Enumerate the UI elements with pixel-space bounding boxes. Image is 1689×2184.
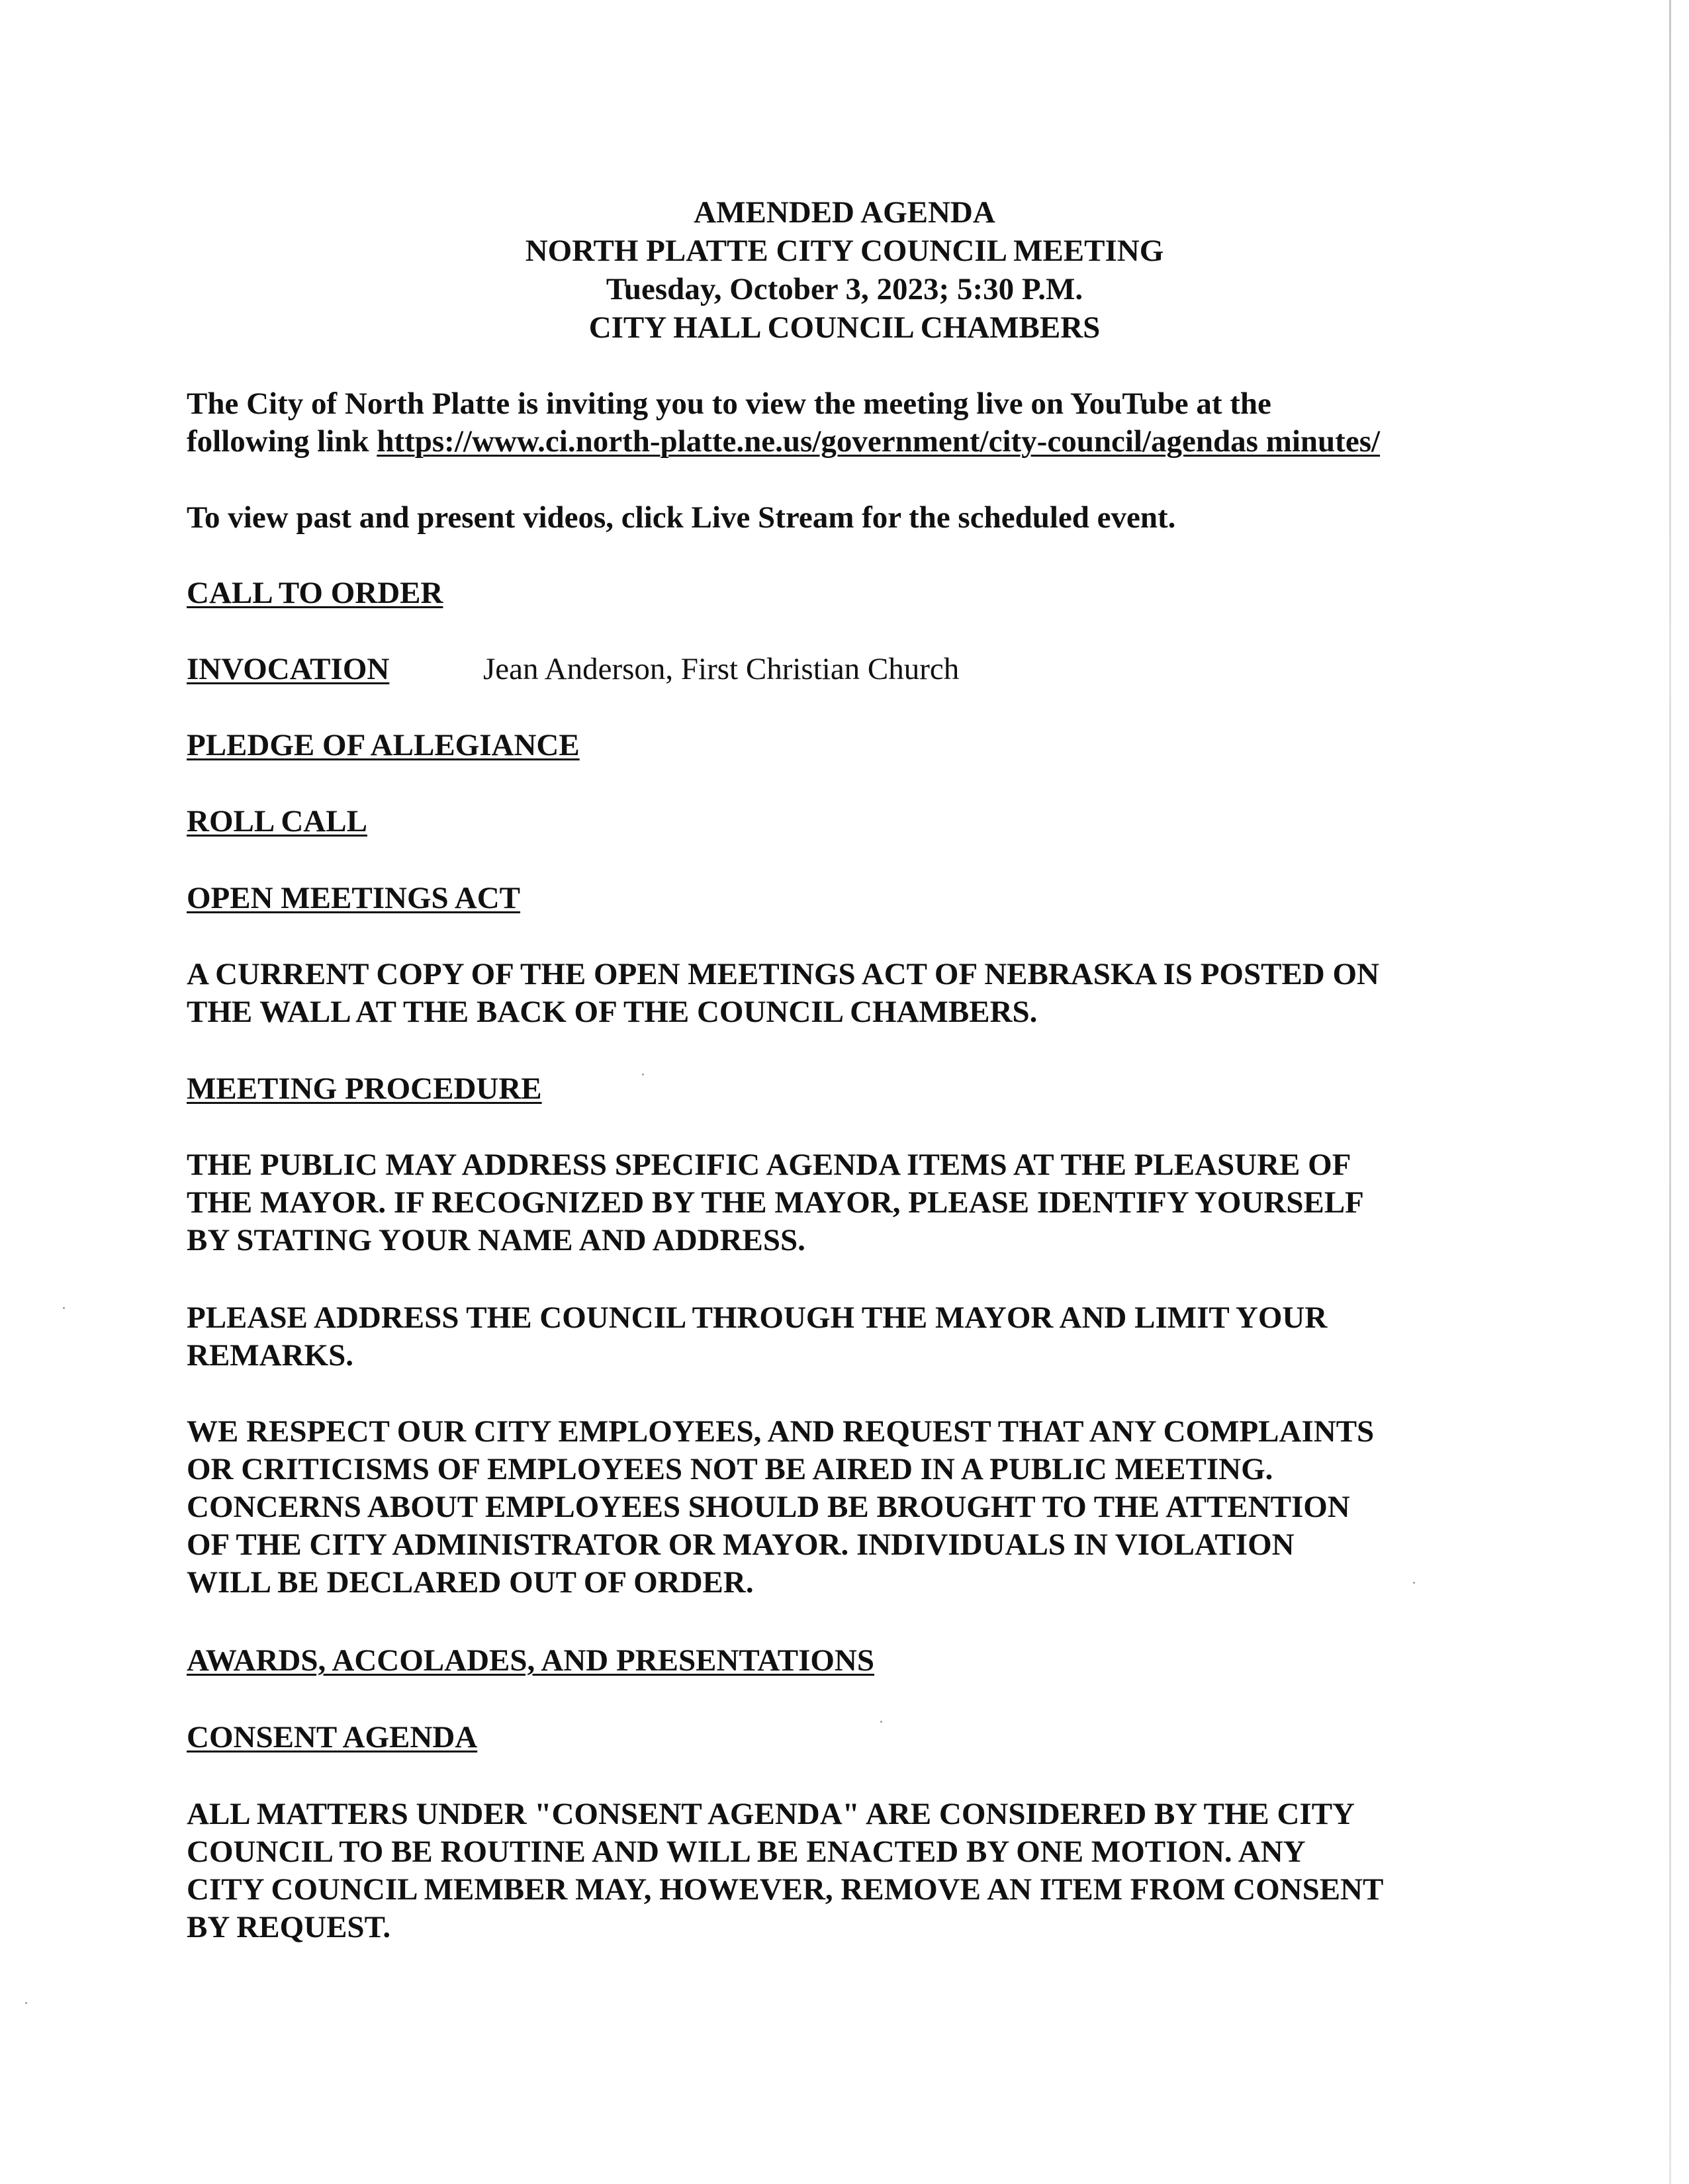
procedure-paragraph-1 (187, 1146, 1510, 1259)
procedure-p1-line-2: THE MAYOR. IF RECOGNIZED BY THE MAYOR, PLEASE IDENTIFY YOURSELF (187, 1185, 1364, 1220)
agenda-header (0, 193, 1689, 347)
header-line-meeting-name: NORTH PLATTE CITY COUNCIL MEETING (525, 234, 1164, 268)
section-invocation (187, 651, 1510, 688)
procedure-paragraph-3 (187, 1413, 1510, 1602)
procedure-paragraph-2 (187, 1299, 1510, 1375)
procedure-p3-line-2: OR CRITICISMS OF EMPLOYEES NOT BE AIRED IN A PUBLIC MEETING. (187, 1452, 1273, 1486)
section-awards (187, 1642, 1510, 1680)
procedure-p3-line-4: OF THE CITY ADMINISTRATOR OR MAYOR. INDIVIDUALS IN VIOLATION (187, 1527, 1295, 1562)
videos-instruction: To view past and present videos, click Live Stream for the scheduled event. (187, 500, 1176, 535)
open-meetings-line-2: THE WALL AT THE BACK OF THE COUNCIL CHAMBERS. (187, 995, 1038, 1029)
header-line-location: CITY HALL COUNCIL CHAMBERS (588, 310, 1101, 345)
heading-pledge-of-allegiance: PLEDGE OF ALLEGIANCE (187, 728, 580, 762)
procedure-p1-line-1: THE PUBLIC MAY ADDRESS SPECIFIC AGENDA ITEMS AT THE PLEASURE OF (187, 1148, 1351, 1182)
consent-line-2: COUNCIL TO BE ROUTINE AND WILL BE ENACTED BY ONE MOTION. ANY (187, 1835, 1306, 1869)
section-roll-call (187, 803, 1510, 841)
procedure-p3-line-5: WILL BE DECLARED OUT OF ORDER. (187, 1565, 754, 1600)
consent-line-1: ALL MATTERS UNDER "CONSENT AGENDA" ARE CONSIDERED BY THE CITY (187, 1797, 1355, 1831)
heading-call-to-order: CALL TO ORDER (187, 576, 443, 610)
section-consent-agenda (187, 1719, 1510, 1756)
intro-paragraph (187, 385, 1510, 461)
open-meetings-line-1: A CURRENT COPY OF THE OPEN MEETINGS ACT OF NEBRASKA IS POSTED ON (187, 957, 1379, 991)
section-pledge (187, 727, 1510, 764)
procedure-p2-line-1: PLEASE ADDRESS THE COUNCIL THROUGH THE MAYOR AND LIMIT YOUR (187, 1300, 1328, 1335)
heading-roll-call: ROLL CALL (187, 804, 367, 839)
procedure-p1-line-3: BY STATING YOUR NAME AND ADDRESS. (187, 1223, 805, 1257)
consent-line-4: BY REQUEST. (187, 1910, 391, 1944)
heading-consent-agenda: CONSENT AGENDA (187, 1720, 478, 1754)
intro-line-2 (187, 423, 1510, 461)
section-open-meetings-act (187, 880, 1510, 917)
heading-awards-accolades-presentations: AWARDS, ACCOLADES, AND PRESENTATIONS (187, 1643, 875, 1678)
scan-speck (63, 1307, 65, 1309)
youtube-link[interactable]: https://www.ci.north-platte.ne.us/government/city-council/agendas minutes/ (377, 424, 1381, 459)
open-meetings-paragraph (187, 956, 1510, 1031)
consent-line-3: CITY COUNCIL MEMBER MAY, HOWEVER, REMOVE AN ITEM FROM CONSENT (187, 1872, 1384, 1907)
procedure-p3-line-1: WE RESPECT OUR CITY EMPLOYEES, AND REQUEST THAT ANY COMPLAINTS (187, 1414, 1375, 1449)
intro-link-prefix: following link (187, 424, 377, 459)
procedure-p3-line-3: CONCERNS ABOUT EMPLOYEES SHOULD BE BROUGHT TO THE ATTENTION (187, 1490, 1350, 1524)
section-meeting-procedure (187, 1070, 1510, 1108)
scan-speck (642, 1073, 644, 1075)
procedure-p2-line-2: REMARKS. (187, 1338, 353, 1373)
header-line-date-time: Tuesday, October 3, 2023; 5:30 P.M. (606, 272, 1083, 306)
heading-invocation: INVOCATION (187, 652, 390, 686)
scan-speck (880, 1721, 882, 1723)
invocation-name: Jean Anderson, First Christian Church (483, 652, 960, 686)
scan-speck (1413, 1582, 1415, 1584)
section-call-to-order (187, 574, 1510, 612)
scan-speck (25, 2002, 27, 2004)
consent-paragraph (187, 1796, 1510, 1946)
heading-open-meetings-act: OPEN MEETINGS ACT (187, 881, 521, 915)
heading-meeting-procedure: MEETING PROCEDURE (187, 1071, 542, 1106)
header-line-amended-agenda: AMENDED AGENDA (694, 195, 995, 230)
intro-line-1: The City of North Platte is inviting you to view the meeting live on YouTube at the (187, 387, 1271, 421)
